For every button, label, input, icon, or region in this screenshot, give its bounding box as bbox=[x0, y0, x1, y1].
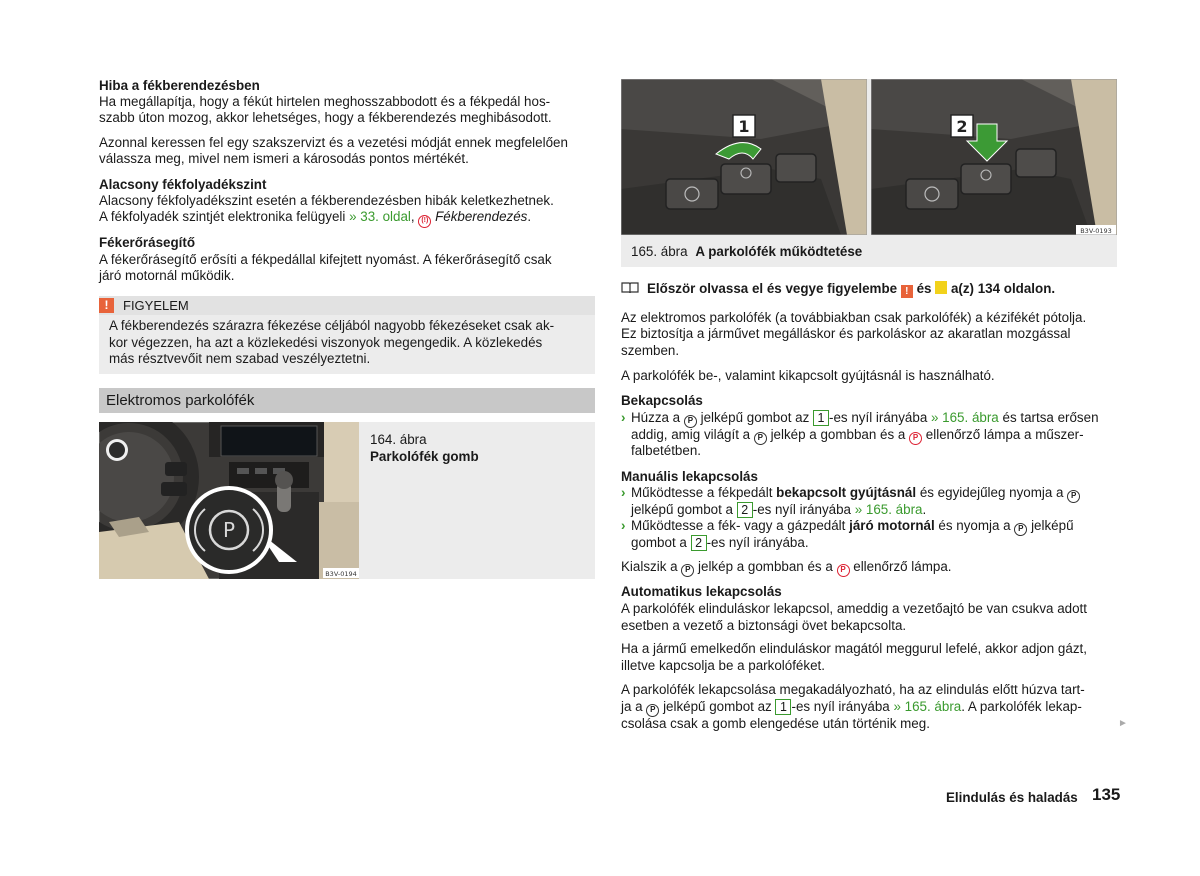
link-label: Fékberendezés bbox=[431, 209, 528, 224]
text-line: addig, amig világít a P jelkép a gombban és a P ellenőrző lámpa a műszer- bbox=[631, 427, 1117, 445]
text: . bbox=[527, 209, 532, 224]
continue-arrow-icon: ► bbox=[1118, 718, 1128, 729]
figure-label: 164. ábra bbox=[370, 432, 427, 447]
arrow-marker-2: 2 bbox=[737, 502, 753, 518]
text-line: Húzza a P jelképű gombot az 1 -es nyíl irányába » 165. ábra és tartsa erősen bbox=[631, 410, 1117, 428]
figure-caption bbox=[631, 244, 862, 261]
text-line: A parkolófék elinduláskor lekapcsol, ameddig a vezetőajtó be van csukva adott bbox=[621, 601, 1087, 616]
text-line: A parkolófék lekapcsolása megakadályozható, ha az elindulás előtt húzva tart- bbox=[621, 682, 1085, 697]
bullet-icon: › bbox=[621, 485, 626, 500]
text-line: jelképű gombot a 2 -es nyíl irányába » 165. ábra. bbox=[631, 502, 927, 517]
text-line: válassza meg, mivel nem ismeri a károsodás pontos mértékét. bbox=[99, 151, 469, 166]
text-line: A parkolófék be-, valamint kikapcsolt gyújtásnál is használható. bbox=[621, 368, 995, 383]
arrow-marker-1: 1 bbox=[775, 699, 791, 715]
figure-code: B3V-0194 bbox=[325, 570, 357, 578]
figure-164 bbox=[99, 422, 595, 579]
text-line: Ha a jármű emelkedőn elinduláskor magától meggurul lefelé, akkor adjon gázt, bbox=[621, 641, 1087, 656]
text: , bbox=[410, 209, 419, 224]
figure-link[interactable]: » 165. ábra bbox=[931, 410, 999, 425]
parking-brake-push-photo bbox=[871, 79, 1117, 235]
book-icon bbox=[621, 282, 639, 294]
heading-manual-release: Manuális lekapcsolás bbox=[621, 469, 758, 484]
bullet-icon: › bbox=[621, 518, 626, 533]
heading-switch-on: Bekapcsolás bbox=[621, 393, 703, 408]
caution-icon bbox=[935, 281, 947, 294]
marker-2: 2 bbox=[956, 117, 968, 136]
text: a(z) 134 oldalon. bbox=[950, 281, 1056, 296]
warning-box bbox=[99, 296, 595, 374]
read-first-notice bbox=[621, 281, 1055, 298]
text-line: szemben. bbox=[621, 343, 680, 358]
parking-symbol-icon: P bbox=[684, 415, 697, 428]
text: és bbox=[916, 281, 932, 296]
warning-title: FIGYELEM bbox=[123, 298, 189, 313]
parking-symbol-icon: P bbox=[681, 564, 694, 577]
list-item bbox=[621, 485, 1117, 519]
figure-title: Parkolófék gomb bbox=[370, 448, 479, 464]
text-line: Azonnal keressen fel egy szakszervizt és a vezetési módját ennek megfelelően bbox=[99, 135, 568, 150]
figure-caption bbox=[370, 432, 590, 465]
marker-1: 1 bbox=[738, 117, 750, 136]
chapter-title: Elindulás és haladás bbox=[946, 790, 1078, 805]
text-line: szabb úton mozog, akkor lehetséges, hogy a fékberendezés meghibásodott. bbox=[99, 110, 552, 125]
page-number: 135 bbox=[1092, 785, 1121, 804]
arrow-marker-1: 1 bbox=[813, 410, 829, 426]
text-line: gombot a 2 -es nyíl irányába. bbox=[631, 535, 809, 550]
figure-link[interactable]: » 165. ábra bbox=[854, 502, 923, 517]
heading-low-brake-fluid: Alacsony fékfolyadékszint bbox=[99, 177, 267, 192]
text-line: ja a P jelképű gombot az 1 -es nyíl irányába » 165. ábra. A parkolófék lekap- bbox=[621, 699, 1082, 717]
text: A fékfolyadék szintjét elektronika felügyeli bbox=[99, 209, 350, 224]
bullet-icon: › bbox=[621, 410, 626, 425]
p-symbol: P bbox=[222, 518, 236, 542]
text-line: Működtesse a fékpedált bekapcsolt gyújtásnál és egyidejűleg nyomja a P bbox=[631, 485, 1117, 503]
heading-auto-release: Automatikus lekapcsolás bbox=[621, 584, 782, 599]
brake-warning-icon: (!) bbox=[418, 215, 431, 228]
parking-symbol-icon: P bbox=[754, 432, 767, 445]
text-line: járó motornál működik. bbox=[99, 268, 235, 283]
heading-brake-fault: Hiba a fékberendezésben bbox=[99, 78, 260, 93]
page-link[interactable]: » 33. oldal bbox=[349, 209, 411, 224]
text-line: csolása csak a gomb elengedése után történik meg. bbox=[621, 716, 930, 731]
figure-label: 165. ábra bbox=[631, 244, 688, 259]
arrow-marker-2: 2 bbox=[691, 535, 707, 551]
parking-indicator-icon: P bbox=[909, 432, 922, 445]
parking-symbol-icon: P bbox=[646, 704, 659, 717]
text: Először olvassa el és vegye figyelembe bbox=[647, 281, 898, 296]
text-line: más résztvevőit nem szabad veszélyeztetni. bbox=[109, 351, 371, 367]
text-line: Működtesse a fék- vagy a gázpedált járó motornál és nyomja a P jelképű bbox=[631, 518, 1117, 536]
figure-title: A parkolófék működtetése bbox=[695, 244, 863, 259]
parking-symbol-icon: P bbox=[1014, 523, 1027, 536]
list-item bbox=[621, 518, 1117, 552]
text-line: A fékerőrásegítő erősíti a fékpedállal kifejtett nyomást. A fékerőrásegítő csak bbox=[99, 252, 552, 267]
warning-icon: ! bbox=[99, 298, 114, 313]
text-line: falbetétben. bbox=[631, 443, 701, 458]
text-line: Ez biztosítja a járművet megálláskor és parkoláskor az akaratlan mozgással bbox=[621, 326, 1071, 341]
text-line: illetve kapcsolja be a parkolóféket. bbox=[621, 658, 825, 673]
text-line: Ha megállapítja, hogy a fékút hirtelen meghosszabbodott és a fékpedál hos- bbox=[99, 94, 551, 109]
text-line: A fékberendezés szárazra fékezése céljából nagyobb fékezéseket csak ak- bbox=[109, 318, 555, 333]
list-item bbox=[621, 410, 1117, 460]
text-line: kor végezzen, ha azt a közlekedési viszonyok megengedik. A közlekedés bbox=[109, 334, 543, 350]
text-line: Alacsony fékfolyadékszint esetén a fékberendezésben hibák keletkezhetnek. bbox=[99, 193, 554, 208]
section-title: Elektromos parkolófék bbox=[106, 392, 255, 409]
warning-text bbox=[109, 318, 587, 368]
warning-header bbox=[99, 296, 595, 315]
section-header bbox=[99, 388, 595, 413]
heading-brake-booster: Fékerőrásegítő bbox=[99, 235, 196, 250]
text-line: Az elektromos parkolófék (a továbbiakban csak parkolófék) a kézifékét pótolja. bbox=[621, 310, 1087, 325]
parking-brake-pull-photo bbox=[621, 79, 867, 235]
figure-link[interactable]: » 165. ábra bbox=[893, 699, 962, 714]
parking-indicator-icon: P bbox=[837, 564, 850, 577]
text-line bbox=[99, 209, 531, 228]
figure-165 bbox=[621, 79, 1117, 267]
parking-brake-button-photo bbox=[99, 422, 359, 579]
text-line: Kialszik a P jelkép a gombban és a P ellenőrző lámpa. bbox=[621, 559, 952, 577]
text-line: esetben a vezető a biztonsági övet bekapcsolta. bbox=[621, 618, 907, 633]
warning-icon: ! bbox=[901, 285, 913, 298]
parking-symbol-icon: P bbox=[1067, 490, 1080, 503]
figure-code: B3V-0193 bbox=[1080, 227, 1112, 235]
